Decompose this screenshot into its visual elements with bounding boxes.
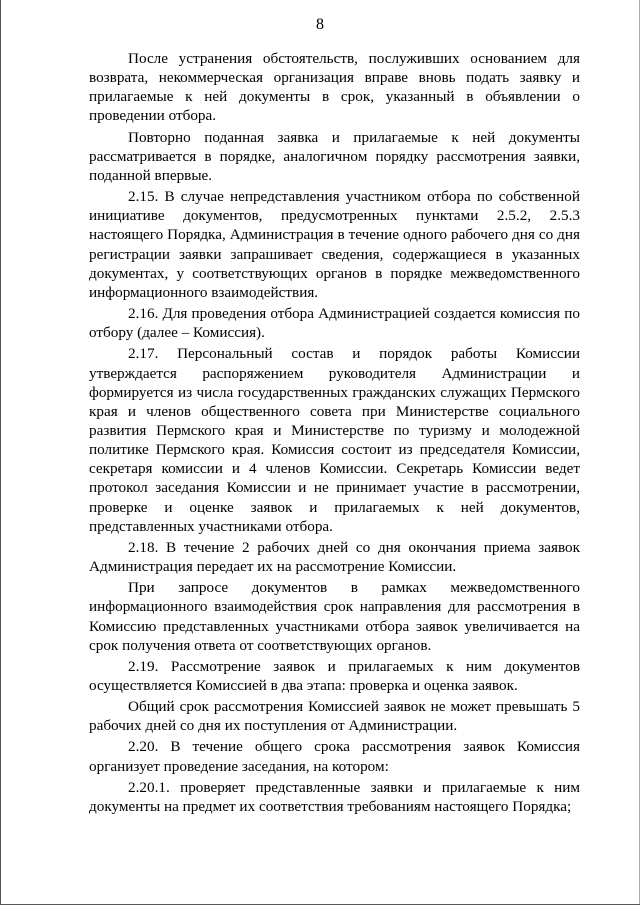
paragraph-clause-2-17: 2.17. Персональный состав и порядок работы Комиссии утверждается распоряжением руководителя Администрации и формируется из числа государственных гражданских служащих Пермского края и членов общественного совета при Министерстве социального развития Пермского края и Министерстве по туризму и молодежной политике Пермского края. Комиссия состоит из председателя Комиссии, секретаря комиссии и 4 членов Комиссии. Секретарь Комиссии ведет протокол заседания Комиссии и не принимает участие в рассмотрении, проверке и оценке заявок и прилагаемых к ней документов, представленных участниками отбора. xyxy=(89,345,580,535)
document-body xyxy=(89,49,580,818)
paragraph-clause-2-16: 2.16. Для проведения отбора Администрацией создается комиссия по отбору (далее – Комиссия). xyxy=(89,305,580,342)
paragraph-clause-2-18: 2.18. В течение 2 рабочих дней со дня окончания приема заявок Администрация передает их на рассмотрение Комиссии. xyxy=(89,538,580,576)
paragraph-review-term: Общий срок рассмотрения Комиссией заявок не может превышать 5 рабочих дней со дня их поступления от Администрации. xyxy=(89,698,580,735)
paragraph-clause-2-19: 2.19. Рассмотрение заявок и прилагаемых к ним документов осуществляется Комиссией в два этапа: проверка и оценка заявок. xyxy=(89,657,580,694)
paragraph-clause-2-15: 2.15. В случае непредставления участником отбора по собственной инициативе документов, предусмотренных пунктами 2.5.2, 2.5.3 настоящего Порядка, Администрация в течение одного рабочего дня со дня регистрации заявки запрашивает сведения, содержащиеся в указанных документах, у соответствующих органов в порядке межведомственного информационного взаимодействия. xyxy=(89,188,580,301)
paragraph-resubmitted-review: Повторно поданная заявка и прилагаемые к ней документы рассматривается в порядке, аналогичном порядку рассмотрения заявки, поданной впервые. xyxy=(89,128,580,184)
paragraph-resubmission: После устранения обстоятельств, послуживших основанием для возврата, некоммерческая организация вправе вновь подать заявку и прилагаемые к ней документы в срок, указанный в объявлении о проведении отбора. xyxy=(89,50,580,125)
paragraph-clause-2-20: 2.20. В течение общего срока рассмотрения заявок Комиссия организует проведение заседания, на котором: xyxy=(89,738,580,775)
paragraph-clause-2-20-1: 2.20.1. проверяет представленные заявки и прилагаемые к ним документы на предмет их соответствия требованиям настоящего Порядка; xyxy=(89,778,580,815)
paragraph-interagency-request: При запросе документов в рамках межведомственного информационного взаимодействия срок направления для рассмотрения в Комиссию представленных участниками отбора заявок увеличивается на срок получения ответа от соответствующих органов. xyxy=(89,579,580,654)
page-number: 8 xyxy=(316,16,324,33)
scan-edge-left xyxy=(0,0,1,905)
